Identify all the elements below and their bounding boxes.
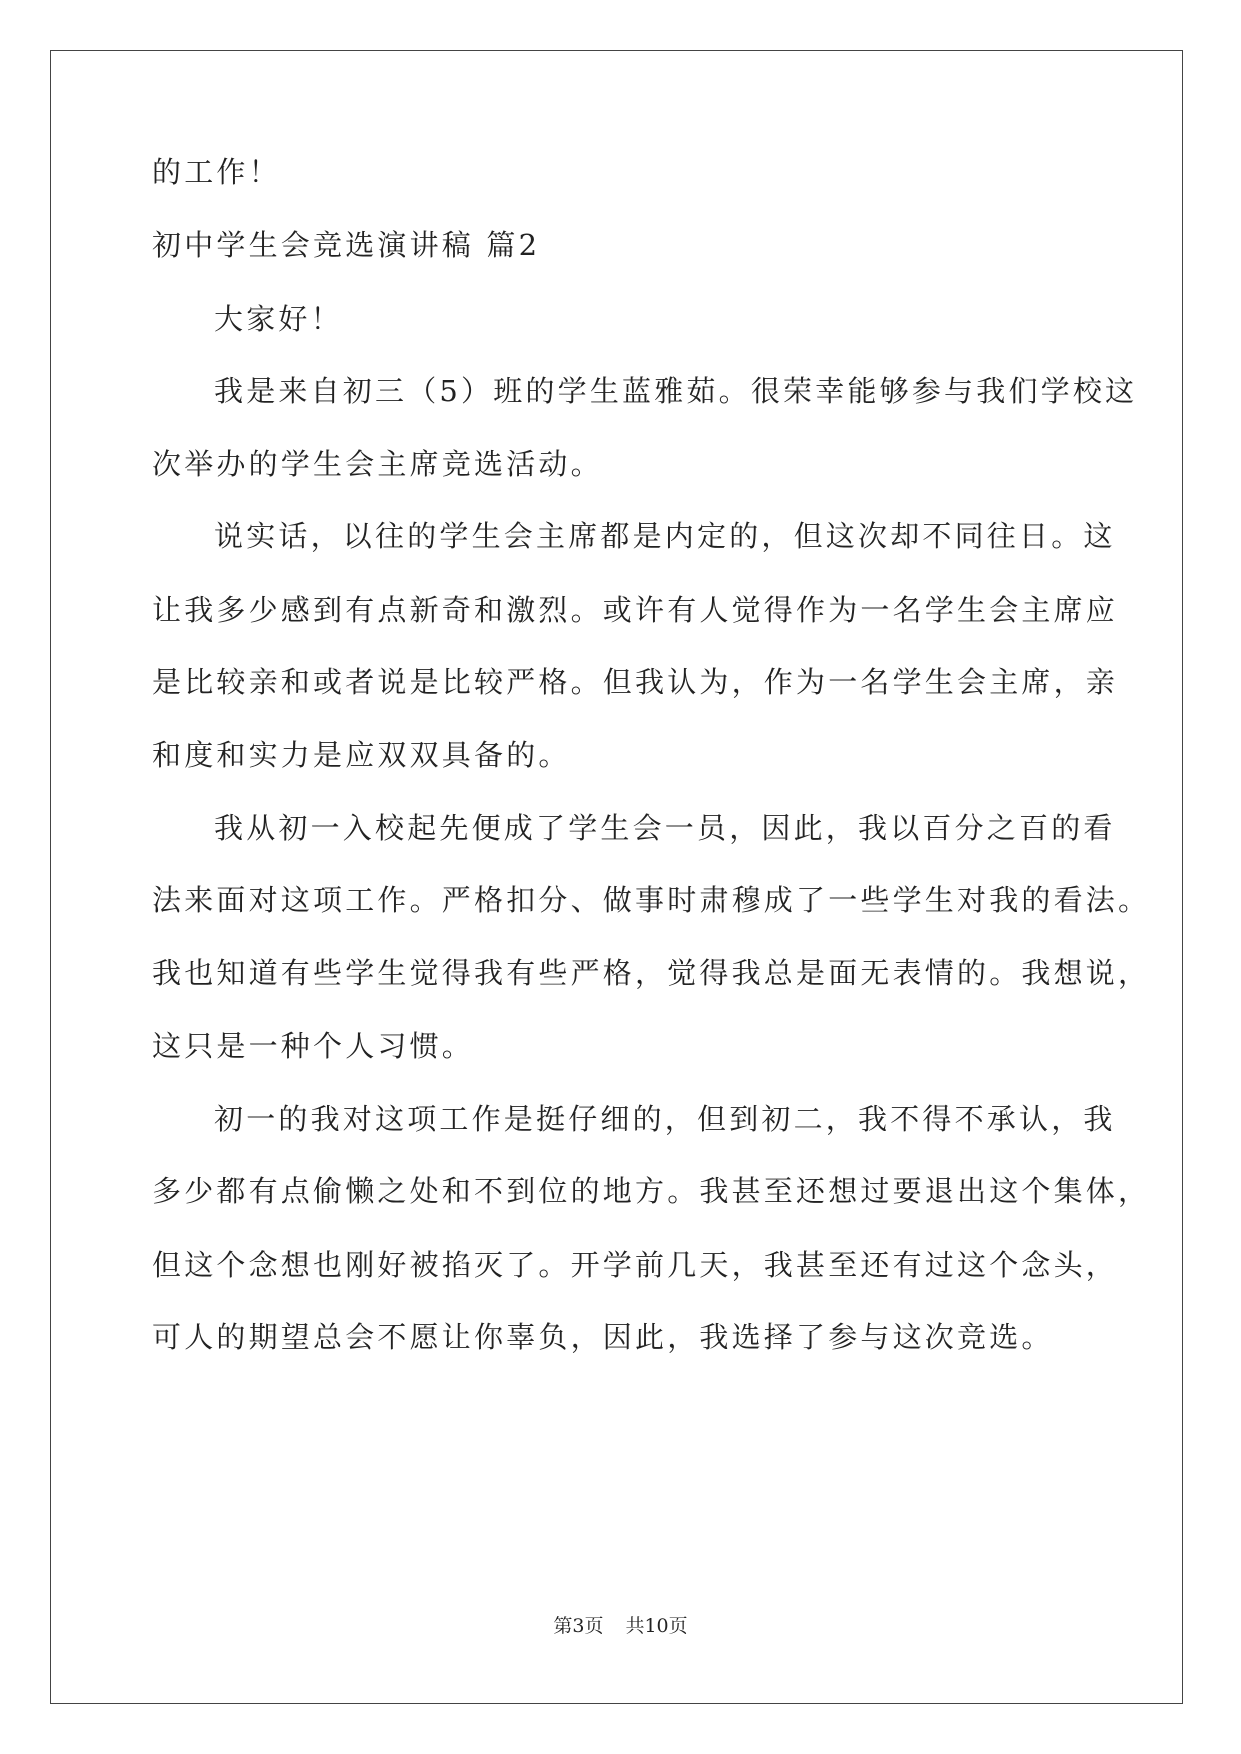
text-line-10: 我从初一入校起先便成了学生会一员，因此，我以百分之百的看 bbox=[214, 811, 1116, 845]
page-total: 共10页 bbox=[625, 1615, 688, 1637]
text-line-15: 多少都有点偷懒之处和不到位的地方。我甚至还想过要退出这个集体， bbox=[152, 1174, 1151, 1208]
text-line-11: 法来面对这项工作。严格扣分、做事时肃穆成了一些学生对我的看法。 bbox=[152, 883, 1151, 917]
section-heading: 初中学生会竞选演讲稿 篇2 bbox=[152, 228, 541, 262]
text-line-7: 让我多少感到有点新奇和激烈。或许有人觉得作为一名学生会主席应 bbox=[152, 593, 1119, 627]
page-number: 第3页 bbox=[553, 1615, 604, 1637]
text-line-5: 次举办的学生会主席竞选活动。 bbox=[152, 447, 603, 481]
text-line-6: 说实话，以往的学生会主席都是内定的，但这次却不同往日。这 bbox=[214, 519, 1116, 553]
text-line-17: 可人的期望总会不愿让你辜负，因此，我选择了参与这次竞选。 bbox=[152, 1320, 1054, 1354]
greeting-line: 大家好！ bbox=[214, 302, 343, 336]
text-line-14: 初一的我对这项工作是挺仔细的，但到初二，我不得不承认，我 bbox=[214, 1102, 1116, 1136]
text-line-12: 我也知道有些学生觉得我有些严格，觉得我总是面无表情的。我想说， bbox=[152, 956, 1151, 990]
text-line-9: 和度和实力是应双双具备的。 bbox=[152, 738, 571, 772]
page-footer bbox=[0, 1615, 1241, 1637]
text-line-16: 但这个念想也刚好被掐灭了。开学前几天，我甚至还有过这个念头， bbox=[152, 1248, 1119, 1282]
text-line-4: 我是来自初三（5）班的学生蓝雅茹。很荣幸能够参与我们学校这 bbox=[214, 374, 1138, 408]
page-border bbox=[50, 50, 1183, 1704]
text-line-8: 是比较亲和或者说是比较严格。但我认为，作为一名学生会主席，亲 bbox=[152, 665, 1119, 699]
text-line-13: 这只是一种个人习惯。 bbox=[152, 1029, 475, 1063]
text-line-1: 的工作！ bbox=[152, 155, 281, 189]
